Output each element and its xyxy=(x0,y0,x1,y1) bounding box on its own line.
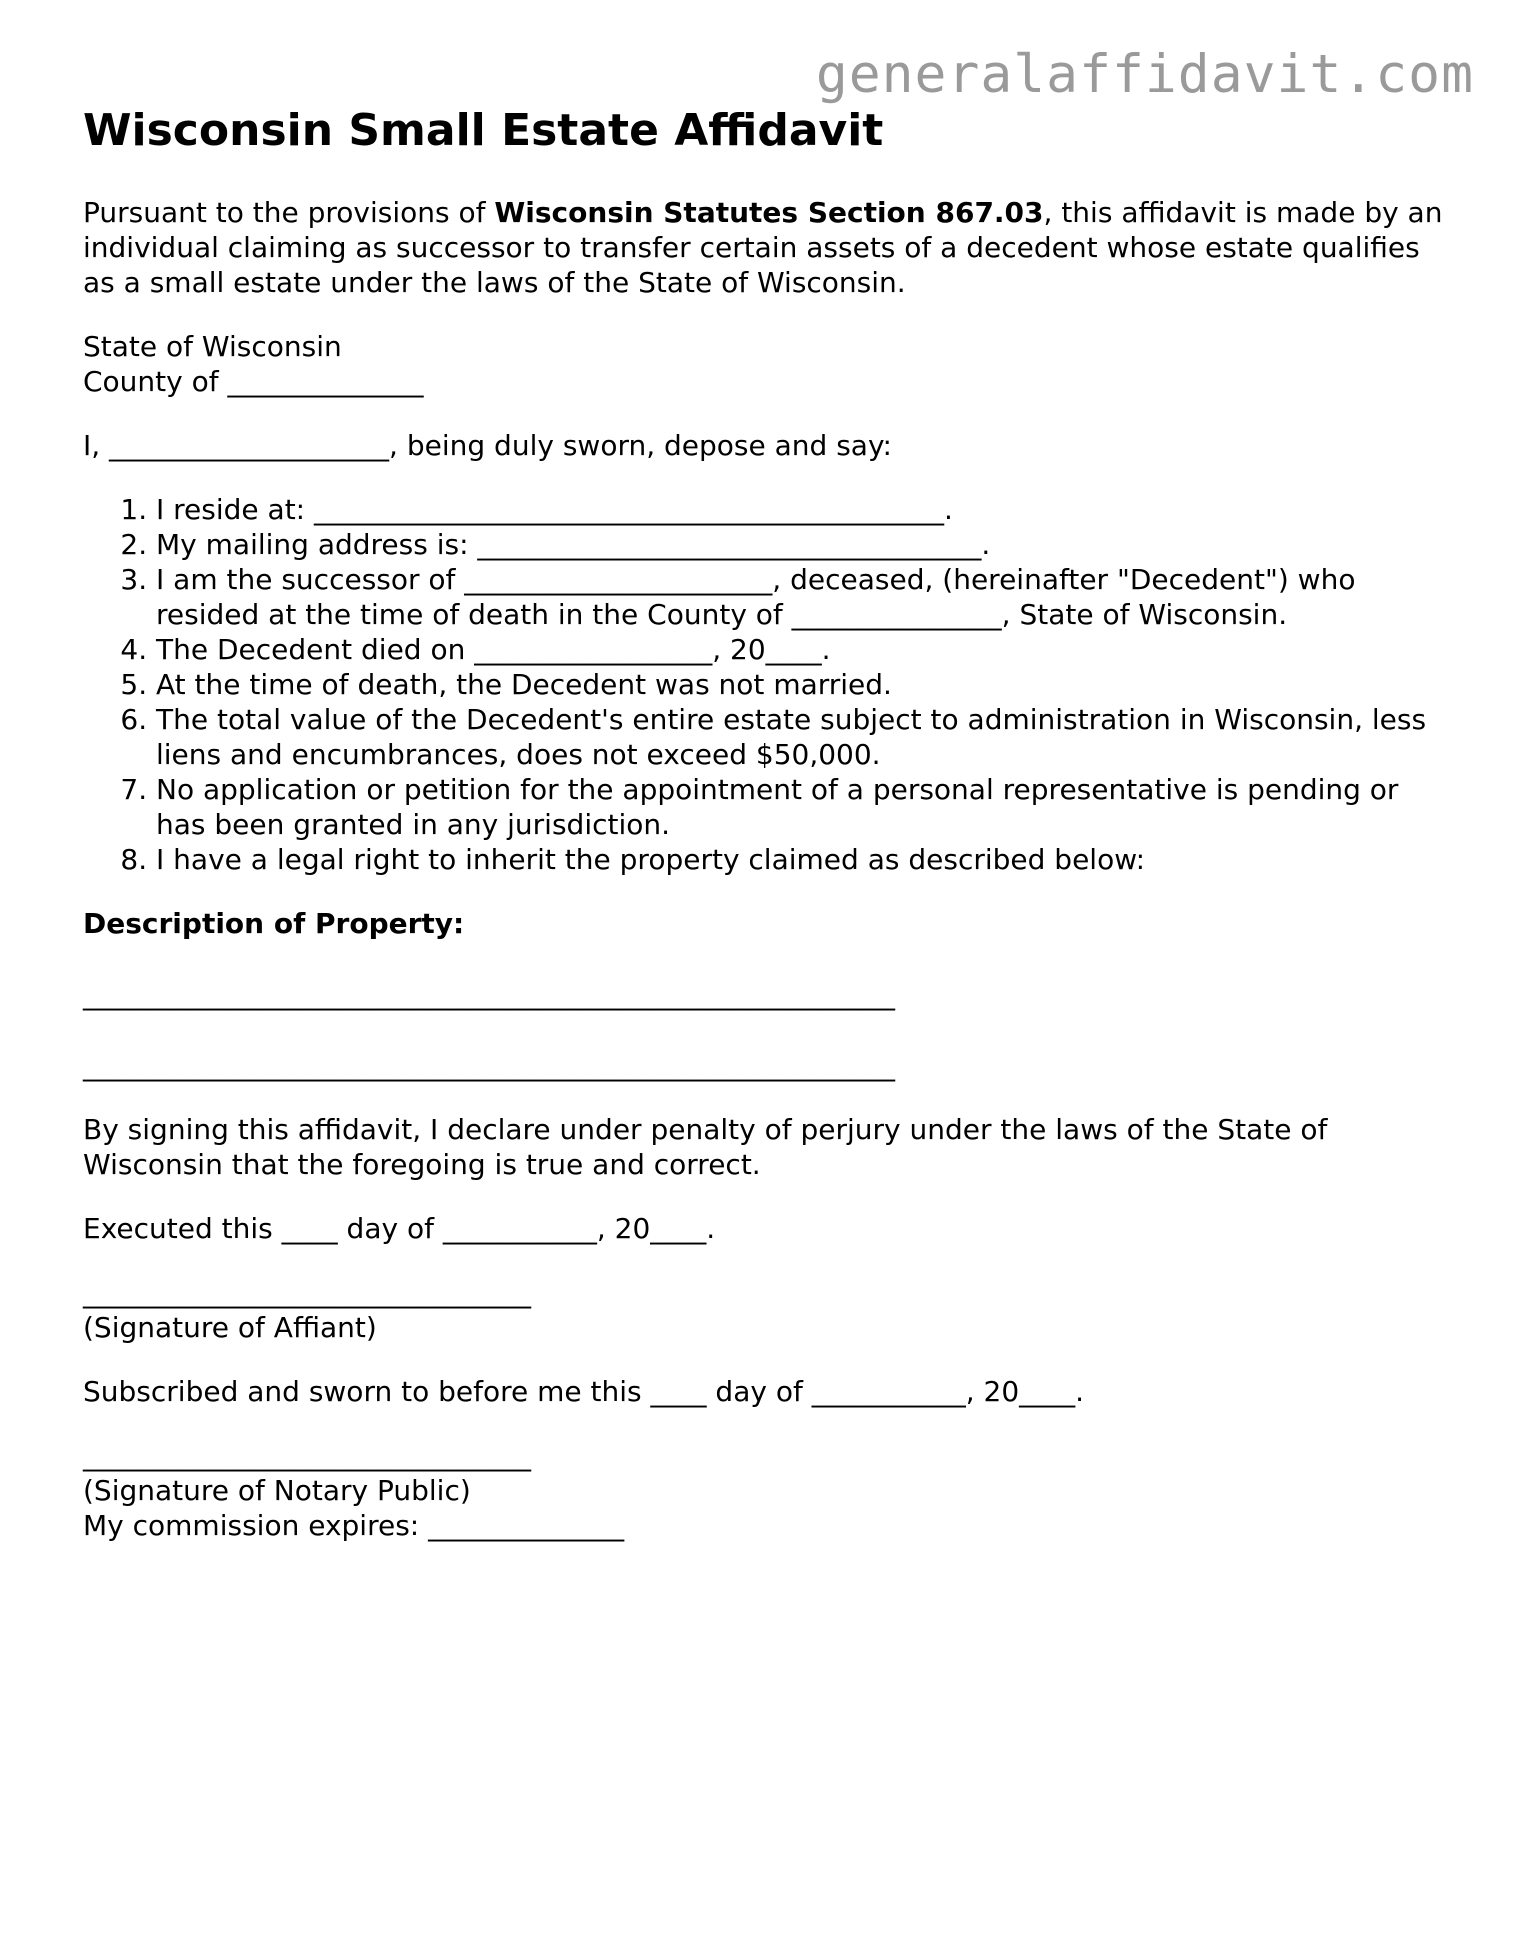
venue-county: County of ______________ xyxy=(83,365,424,398)
executed-date-line: Executed this ____ day of ___________, 20____. xyxy=(83,1212,716,1245)
affidavit-document xyxy=(83,105,1443,1543)
venue-block xyxy=(83,329,1443,399)
notary-signature-line: ________________________________ xyxy=(83,1439,531,1472)
statement-item: 2. My mailing address is: ____________________________________. xyxy=(156,527,1443,562)
statement-item: 8. I have a legal right to inherit the property claimed as described below: xyxy=(156,842,1443,877)
commission-expires-line: My commission expires: ______________ xyxy=(83,1509,625,1542)
statement-item: 1. I reside at: _____________________________________________. xyxy=(156,492,1443,527)
property-line-1: __________________________________________________________ xyxy=(83,978,895,1011)
statement-item: 3. I am the successor of ______________________, deceased, (hereinafter "Decedent") who resided at the time of death in the County of _______________, State of Wisconsin. xyxy=(156,562,1443,632)
perjury-declaration: By signing this affidavit, I declare under penalty of perjury under the laws of the State of Wisconsin that the foregoing is true and correct. xyxy=(83,1113,1328,1181)
intro-after: , this affidavit is made by an individual claiming as successor to transfer certain assets of a decedent whose estate qualifies as a small estate under the laws of the State of Wisconsin. xyxy=(83,196,1443,299)
intro-paragraph xyxy=(83,195,1443,300)
site-watermark: generalaffidavit.com xyxy=(815,44,1474,105)
property-line-2: __________________________________________________________ xyxy=(83,1049,895,1082)
statement-item: 5. At the time of death, the Decedent was not married. xyxy=(156,667,1443,702)
intro-before: Pursuant to the provisions of xyxy=(83,196,495,229)
venue-state: State of Wisconsin xyxy=(83,330,342,363)
notary-signature-caption: (Signature of Notary Public) xyxy=(83,1474,471,1507)
affiant-signature-line: ________________________________ xyxy=(83,1276,531,1309)
statute-reference: Wisconsin Statutes Section 867.03 xyxy=(494,196,1044,229)
statement-list xyxy=(83,492,1443,877)
statement-item: 4. The Decedent died on _________________, 20____. xyxy=(156,632,1443,667)
statement-item: 7. No application or petition for the appointment of a personal representative is pending or has been granted in any jurisdiction. xyxy=(156,772,1443,842)
sworn-statement: I, ____________________, being duly sworn, depose and say: xyxy=(83,429,892,462)
property-description-heading: Description of Property: xyxy=(83,907,465,940)
affiant-signature-caption: (Signature of Affiant) xyxy=(83,1311,377,1344)
statement-item: 6. The total value of the Decedent's entire estate subject to administration in Wisconsin, less liens and encumbrances, does not exceed $50,000. xyxy=(156,702,1443,772)
subscribed-sworn-line: Subscribed and sworn to before me this ____ day of ___________, 20____. xyxy=(83,1375,1085,1408)
document-title: Wisconsin Small Estate Affidavit xyxy=(83,105,884,156)
